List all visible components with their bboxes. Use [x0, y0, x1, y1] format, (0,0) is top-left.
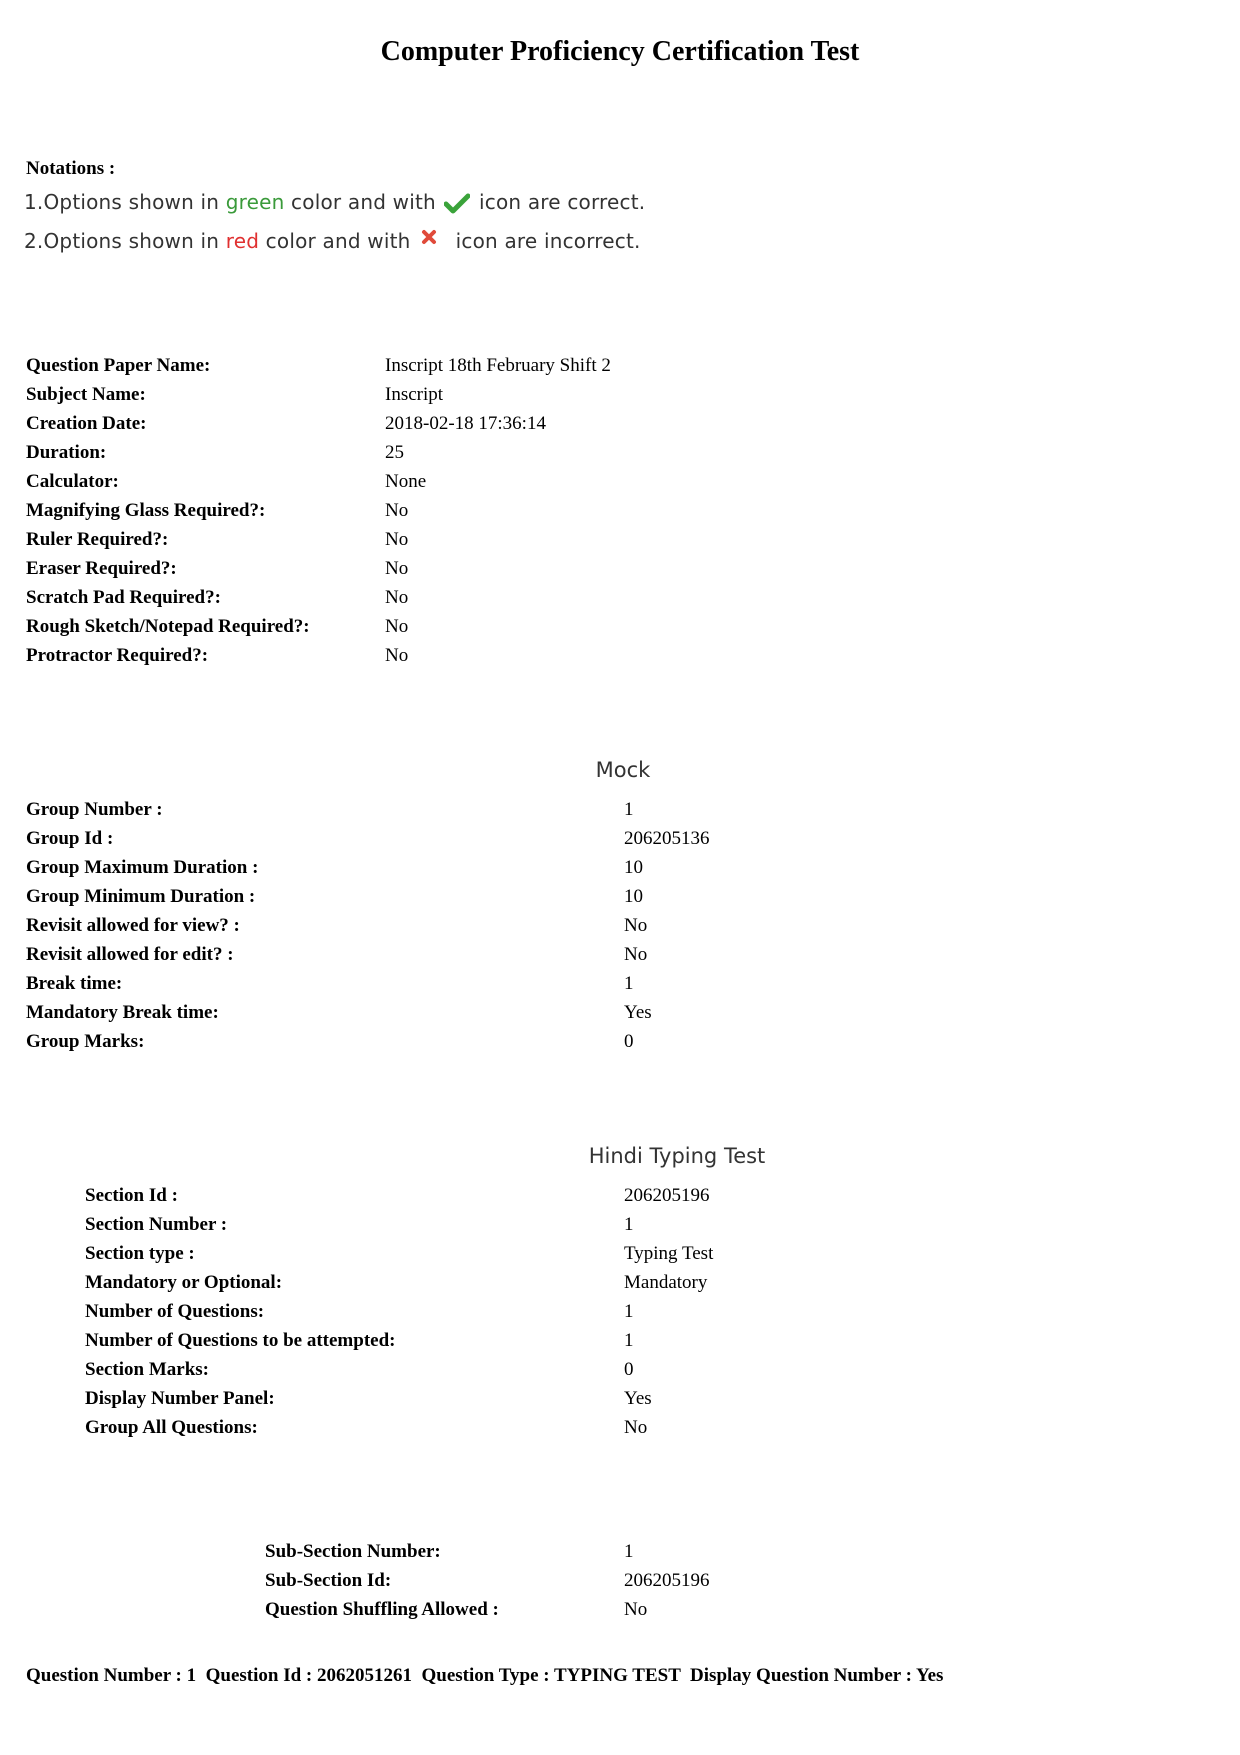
- section-info-row-label: Mandatory or Optional:: [85, 1272, 283, 1293]
- paper-info-row-label: Magnifying Glass Required?:: [26, 500, 266, 521]
- paper-info-row-value: No: [385, 616, 409, 637]
- notations-label: Notations :: [26, 158, 116, 179]
- paper-info-row-value: No: [385, 645, 409, 666]
- section-info-row-value: Yes: [624, 1388, 652, 1409]
- section-info-row-label: Section type :: [85, 1243, 195, 1264]
- section-info-row-label: Section Id :: [85, 1185, 178, 1206]
- notation-incorrect-prefix: 2.Options shown in: [24, 229, 226, 253]
- group-info-row-value: 0: [624, 1031, 634, 1052]
- subsection-info-row-label: Question Shuffling Allowed :: [265, 1599, 499, 1620]
- paper-info-row-value: No: [385, 558, 409, 579]
- paper-info-row-label: Duration:: [26, 442, 107, 463]
- paper-info-row-label: Question Paper Name:: [26, 355, 211, 376]
- group-info-row-label: Group Maximum Duration :: [26, 857, 259, 878]
- paper-info-row-value: No: [385, 500, 409, 521]
- group-heading: [0, 758, 1240, 782]
- group-info-row-value: Yes: [624, 1002, 652, 1023]
- paper-info-row-value: No: [385, 587, 409, 608]
- group-info-row-label: Group Id :: [26, 828, 114, 849]
- notation-green-word: green: [225, 190, 285, 214]
- subsection-info-row-value: 1: [624, 1541, 634, 1562]
- notation-correct-suffix: icon are correct.: [472, 190, 646, 214]
- subsection-info-row-value: No: [624, 1599, 648, 1620]
- group-info-row-value: No: [624, 915, 648, 936]
- group-info-row-label: Revisit allowed for view? :: [26, 915, 240, 936]
- group-info-row-value: No: [624, 944, 648, 965]
- group-info-row-value: 10: [624, 886, 643, 907]
- section-info-row-label: Number of Questions to be attempted:: [85, 1330, 396, 1351]
- subsection-info-row-value: 206205196: [624, 1570, 710, 1591]
- group-info-row-label: Group Minimum Duration :: [26, 886, 256, 907]
- notation-correct-middle: color and with: [284, 190, 443, 214]
- section-info-row-label: Display Number Panel:: [85, 1388, 275, 1409]
- paper-info-row-label: Scratch Pad Required?:: [26, 587, 221, 608]
- paper-info-row-label: Subject Name:: [26, 384, 146, 405]
- group-info-row-label: Mandatory Break time:: [26, 1002, 219, 1023]
- paper-info-row-value: Inscript: [385, 384, 444, 405]
- paper-info-row-value: 25: [385, 442, 404, 463]
- notation-incorrect-suffix: icon are incorrect.: [449, 229, 641, 253]
- section-info-row-value: 1: [624, 1301, 634, 1322]
- paper-info-row-label: Eraser Required?:: [26, 558, 177, 579]
- notation-red-word: red: [225, 229, 260, 253]
- paper-info-row-label: Protractor Required?:: [26, 645, 209, 666]
- section-info-row-label: Section Marks:: [85, 1359, 210, 1380]
- check-icon: [444, 193, 470, 215]
- section-info-row-value: 1: [624, 1330, 634, 1351]
- subsection-info-row-label: Sub-Section Id:: [265, 1570, 392, 1591]
- cross-icon: [421, 226, 443, 248]
- document-title: Computer Proficiency Certification Test: [380, 36, 860, 67]
- section-info-row-value: Mandatory: [624, 1272, 708, 1293]
- group-info-row-label: Break time:: [26, 973, 123, 994]
- section-heading-text: Hindi Typing Test: [588, 1144, 766, 1168]
- section-info-row-value: 1: [624, 1214, 634, 1235]
- paper-info-row-label: Creation Date:: [26, 413, 147, 434]
- notation-correct: [24, 190, 645, 215]
- group-heading-text: Mock: [595, 758, 651, 782]
- question-header-line: Question Number : 1 Question Id : 2062051261 Question Type : TYPING TEST Display Question Number : Yes: [26, 1665, 944, 1686]
- section-info-row-value: No: [624, 1417, 648, 1438]
- notation-incorrect-middle: color and with: [259, 229, 418, 253]
- subsection-info-row-label: Sub-Section Number:: [265, 1541, 441, 1562]
- group-info-row-label: Revisit allowed for edit? :: [26, 944, 234, 965]
- group-info-row-value: 1: [624, 973, 634, 994]
- paper-info-row-value: 2018-02-18 17:36:14: [385, 413, 546, 434]
- notation-correct-prefix: 1.Options shown in: [24, 190, 226, 214]
- section-heading: [0, 1144, 1240, 1168]
- group-info-row-value: 10: [624, 857, 643, 878]
- section-info-row-value: 206205196: [624, 1185, 710, 1206]
- paper-info-row-value: No: [385, 529, 409, 550]
- group-info-row-label: Group Number :: [26, 799, 163, 820]
- section-info-row-value: 0: [624, 1359, 634, 1380]
- section-info-row-label: Section Number :: [85, 1214, 228, 1235]
- paper-info-row-label: Calculator:: [26, 471, 119, 492]
- section-info-row-label: Number of Questions:: [85, 1301, 265, 1322]
- section-info-row-label: Group All Questions:: [85, 1417, 258, 1438]
- notation-incorrect: [24, 229, 641, 254]
- paper-info-row-value: Inscript 18th February Shift 2: [385, 355, 611, 376]
- group-info-row-value: 1: [624, 799, 634, 820]
- section-info-row-value: Typing Test: [624, 1243, 714, 1264]
- group-info-row-label: Group Marks:: [26, 1031, 145, 1052]
- paper-info-row-value: None: [385, 471, 427, 492]
- group-info-row-value: 206205136: [624, 828, 710, 849]
- paper-info-row-label: Rough Sketch/Notepad Required?:: [26, 616, 310, 637]
- paper-info-row-label: Ruler Required?:: [26, 529, 169, 550]
